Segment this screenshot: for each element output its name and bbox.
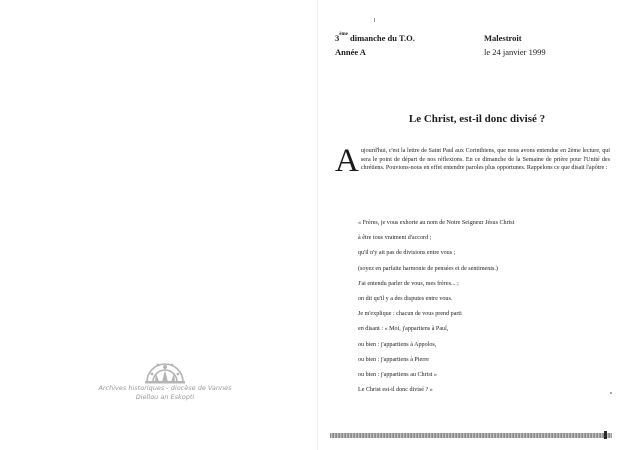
quote-line: en disant : « Moi, j'appartiens à Paul, xyxy=(358,326,449,333)
quote-line: on dit qu'il y a des disputes entre vous. xyxy=(358,295,453,302)
quote-line: ou bien : j'appartiens à Appolos, xyxy=(358,341,437,348)
page-edge-mark xyxy=(604,431,607,439)
footer-rule xyxy=(330,433,612,438)
quote-line: (soyez en parfaite harmonie de pensées et de sentiments.) xyxy=(358,265,498,272)
quote-line: ou bien : j'appartiens à Pierre xyxy=(358,356,429,363)
scan-mark xyxy=(374,18,375,22)
right-page xyxy=(318,0,636,450)
watermark-line-1: Archives historiques - diocèse de Vannes xyxy=(98,384,232,392)
quote-line: Le Christ est-il donc divisé ? » xyxy=(358,387,433,394)
quote-line: qu'il n'y ait pas de divisions entre vous ; xyxy=(358,250,456,257)
header-sunday xyxy=(335,33,415,43)
header-date: le 24 janvier 1999 xyxy=(484,47,546,57)
diocese-logo-icon xyxy=(143,356,187,384)
header-year: Année A xyxy=(335,47,366,57)
quote-line: Je m'explique : chacun de vous prend parti xyxy=(358,311,462,318)
intro-text: ujourd'hui, c'est la lettre de Saint Paul aux Corinthiens, que nous avons entendue en 2ème lecture, qui sera le point de départ de nos réflexions. En ce dimanche de la Semaine de prière pour l'Unité des chrétiens. Pouvions-nous en effet entendre paroles plus opportunes. Rappelons ce que disait l'apôtre : xyxy=(360,148,610,172)
quote-line: J'ai entendu parler de vous, mes frères... ; xyxy=(358,280,459,287)
header-place: Malestroit xyxy=(484,33,522,43)
intro-paragraph xyxy=(335,143,610,179)
drop-cap: A xyxy=(335,143,359,179)
scan-speck xyxy=(610,392,612,394)
homily-title: Le Christ, est-il donc divisé ? xyxy=(408,113,546,125)
quote-line: ou bien : j'appartiens au Christ » xyxy=(358,371,437,378)
scripture-quote xyxy=(358,216,618,398)
watermark-line-2: Diellou an Eskopti xyxy=(135,393,195,401)
header-sunday-number: 3 xyxy=(335,33,340,43)
header-sunday-rest: dimanche du T.O. xyxy=(347,33,415,43)
header-sunday-superscript: ème xyxy=(339,32,348,37)
quote-line: à être tous vraiment d'accord ; xyxy=(358,235,432,242)
archive-watermark xyxy=(80,356,250,402)
quote-line: « Frères, je vous exhorte au nom de Notre Seigneur Jésus Christ xyxy=(358,220,515,226)
